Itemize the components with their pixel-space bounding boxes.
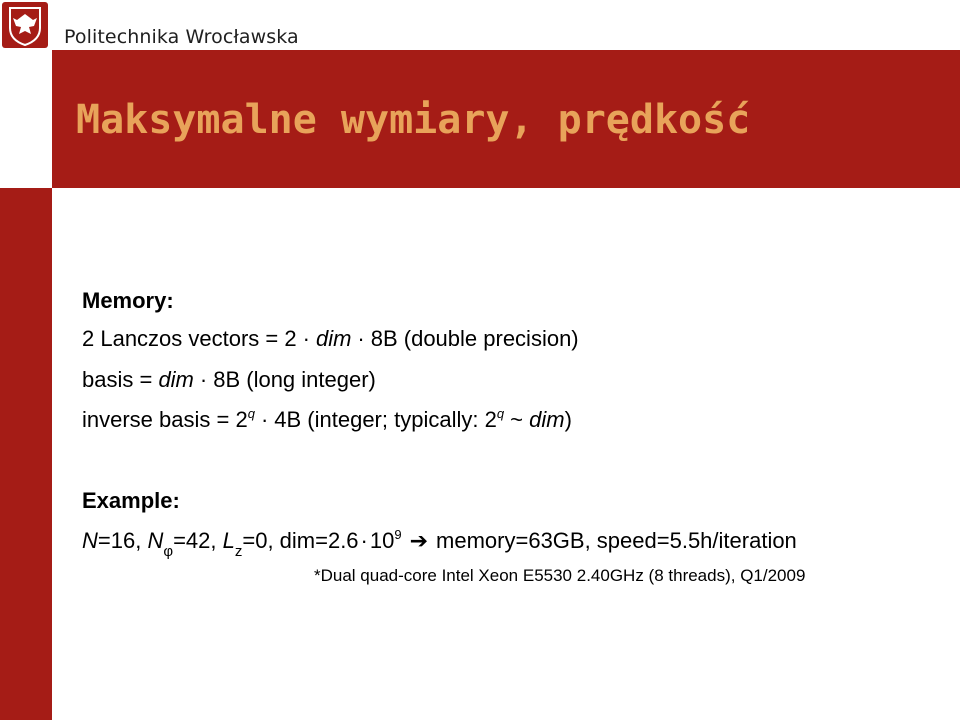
memory-line-lanczos: 2 Lanczos vectors = 2 · dim · 8B (double precision) bbox=[82, 326, 579, 351]
multiply-dot: · bbox=[360, 528, 368, 553]
multiply-dot: · bbox=[302, 326, 310, 351]
memory-heading: Memory: bbox=[82, 288, 174, 313]
multiply-dot: · bbox=[357, 326, 365, 351]
left-accent-bar bbox=[0, 188, 52, 720]
eagle-crest-icon bbox=[2, 2, 48, 48]
slide-title: Maksymalne wymiary, prędkość bbox=[76, 97, 751, 143]
example-line: N=16, $N_\varphi=42$, $L_z=0$, $dim=2.6\cdot 10^9$ ➔ memory=63GB, speed=5.5h/iteration bbox=[82, 527, 797, 560]
university-name: Politechnika Wrocławska bbox=[64, 26, 299, 48]
memory-line-inverse-basis: inverse basis = $2^q \cdot 4B$ (integer; typically: 2$^q$ ~ dim) bbox=[82, 406, 572, 432]
right-arrow-icon: ➔ bbox=[409, 528, 429, 553]
hardware-footnote: *Dual quad-core Intel Xeon E5530 2.40GHz (8 threads), Q1/2009 bbox=[314, 566, 806, 585]
memory-line-basis: basis = dim · 8B (long integer) bbox=[82, 367, 376, 392]
slide-header bbox=[0, 0, 960, 50]
title-band bbox=[52, 50, 960, 188]
multiply-dot: · bbox=[199, 367, 208, 392]
multiply-dot: · bbox=[260, 407, 269, 432]
example-heading: Example: bbox=[82, 488, 180, 513]
